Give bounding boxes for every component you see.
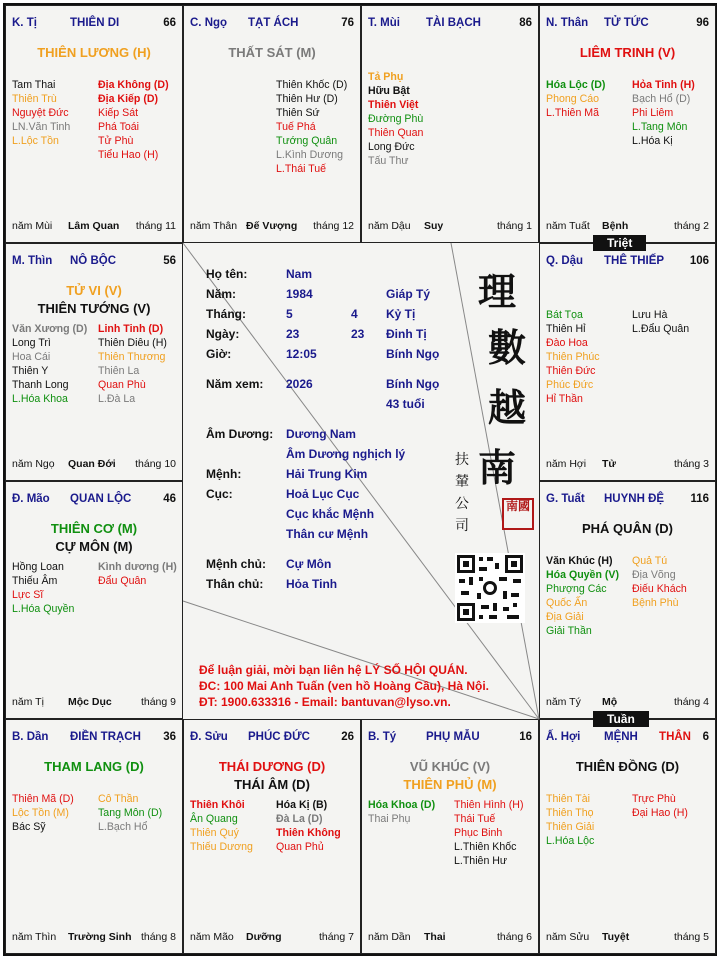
minor-star[interactable]: Thiên Đức	[546, 365, 596, 377]
minor-star[interactable]: L.Thái Tuế	[276, 163, 327, 175]
minor-star[interactable]: Long Đức	[368, 141, 415, 153]
footer-stage: Thai	[424, 931, 446, 943]
footer-year: năm Mùi	[12, 220, 53, 232]
cuc-1: Hoả Lục Cục	[286, 487, 360, 501]
footer-year: năm Dần	[368, 931, 411, 943]
minor-star[interactable]: L.Lộc Tồn	[12, 135, 59, 147]
footer-stage: Dưỡng	[246, 931, 282, 943]
main-star[interactable]: TỬ VI (V)	[66, 283, 122, 298]
minor-star[interactable]: Đường Phù	[368, 113, 424, 125]
footer-stage: Trường Sinh	[68, 931, 132, 943]
minor-star[interactable]: Đẩu Quân	[98, 575, 147, 587]
minor-star[interactable]: Tướng Quân	[276, 135, 338, 147]
palace-number: 76	[341, 17, 354, 29]
palace-number: 106	[689, 255, 709, 267]
palace-name: NÔ BỘC	[70, 255, 116, 267]
palace-name: HUYNH ĐỆ	[604, 493, 665, 505]
calligraphy-char-3: 越	[488, 385, 527, 430]
footer-stage: Đế Vượng	[246, 220, 298, 232]
am-duong-label: Âm Dương:	[206, 427, 274, 441]
minor-star[interactable]: Thiên Diêu (H)	[98, 337, 167, 349]
calligraphy-small-1: 扶	[455, 452, 469, 468]
palace-name: MỆNH	[604, 731, 638, 743]
minor-star[interactable]: Ân Quang	[190, 813, 238, 825]
minor-star[interactable]: Linh Tinh (D)	[98, 323, 164, 335]
minor-star[interactable]: Tả Phụ	[368, 71, 404, 83]
minor-star[interactable]: L.Thiên Hư	[454, 855, 508, 867]
calligraphy-small-2: 輦	[455, 474, 469, 490]
am-duong-1: Dương Nam	[286, 427, 356, 441]
minor-star[interactable]: Phục Binh	[454, 827, 503, 839]
footer-year: năm Tuất	[546, 220, 590, 232]
minor-star[interactable]: Thai Phụ	[368, 813, 411, 825]
minor-star[interactable]: Phá Toái	[98, 121, 140, 133]
minor-star[interactable]: Hoa Cái	[12, 351, 51, 363]
palace-branch: K. Tị	[12, 17, 37, 29]
cuc-2: Cục khắc Mệnh	[286, 507, 375, 521]
minor-star[interactable]: Quan Phù	[98, 379, 146, 391]
footer-year: năm Mão	[190, 931, 234, 943]
minor-star[interactable]: Điếu Khách	[632, 583, 687, 595]
minor-star[interactable]: Địa Giải	[546, 611, 584, 623]
menh-chu-value: Cự Môn	[286, 557, 332, 571]
minor-star[interactable]: Thanh Long	[12, 379, 69, 391]
minor-star[interactable]: Thiên Quan	[368, 127, 424, 139]
minor-star[interactable]: Thiên Tài	[546, 793, 590, 805]
palace-branch: N. Thân	[546, 17, 589, 29]
main-star[interactable]: PHÁ QUÂN (D)	[582, 521, 673, 536]
minor-star[interactable]: Kình dương (H)	[98, 561, 177, 573]
contact-line-2: ĐC: 100 Mai Anh Tuấn (ven hồ Hoàng Cầu), Hà Nội.	[199, 679, 490, 693]
footer-month: tháng 5	[673, 931, 709, 943]
footer-month: tháng 8	[140, 931, 176, 943]
calligraphy-small-3: 公	[455, 496, 469, 512]
palace-number: 16	[519, 731, 532, 743]
palace-number: 86	[519, 17, 532, 29]
gio-value: 12:05	[286, 347, 317, 361]
palace-branch: G. Tuất	[546, 493, 585, 505]
palace-branch: Đ. Mão	[12, 493, 50, 505]
minor-star[interactable]: Đà La (D)	[276, 813, 323, 825]
palace-name: PHỤ MẪU	[426, 731, 480, 743]
minor-star[interactable]: Quả Tú	[632, 555, 668, 567]
palace-name: PHÚC ĐỨC	[248, 731, 310, 743]
minor-star[interactable]: Địa Không (D)	[98, 79, 169, 91]
minor-star[interactable]: Bạch Hổ (D)	[632, 93, 691, 105]
footer-year: năm Hợi	[546, 458, 587, 470]
minor-star[interactable]: Thiếu Âm	[12, 575, 58, 587]
main-star[interactable]: THIÊN CƠ (M)	[50, 521, 138, 536]
palace-branch: Q. Dậu	[546, 255, 584, 267]
minor-star[interactable]: Thiên Sứ	[276, 107, 320, 119]
menh-value: Hải Trung Kim	[286, 467, 368, 481]
minor-star[interactable]: Thiên Mã (D)	[12, 793, 74, 805]
minor-star[interactable]: Hỉ Thần	[546, 393, 583, 405]
minor-star[interactable]: Thiên Y	[12, 365, 49, 377]
palace-branch: C. Ngọ	[190, 17, 228, 29]
footer-month: tháng 2	[673, 220, 709, 232]
footer-year: năm Thân	[190, 220, 238, 232]
palace-number: 26	[341, 731, 354, 743]
minor-star[interactable]: Hóa Khoa (D)	[368, 799, 436, 811]
nam-xem-label: Năm xem:	[206, 377, 264, 391]
minor-star[interactable]: L.Hóa Quyền	[12, 603, 75, 615]
minor-star[interactable]: L.Hóa Kị	[632, 135, 673, 147]
minor-star[interactable]: Thiếu Dương	[190, 841, 253, 853]
palace-branch: Ấ. Hợi	[546, 731, 581, 743]
footer-year: năm Tý	[546, 696, 581, 708]
minor-star[interactable]: Lưu Hà	[632, 309, 668, 321]
minor-star[interactable]: Thiên Thương	[98, 351, 166, 363]
nam-can: Giáp Tý	[386, 287, 431, 301]
minor-star[interactable]: Địa Võng	[632, 569, 676, 581]
minor-star[interactable]: Văn Khúc (H)	[546, 555, 613, 567]
minor-star[interactable]: L.Bạch Hổ	[98, 821, 148, 833]
qr-code[interactable]	[455, 553, 525, 623]
palace-number: 66	[163, 17, 176, 29]
minor-star[interactable]: Trực Phù	[632, 793, 676, 805]
minor-star[interactable]: Thiên Hình (H)	[454, 799, 524, 811]
minor-star[interactable]: Tuế Phá	[276, 121, 316, 133]
minor-star[interactable]: Tam Thai	[12, 79, 56, 91]
palace-name: THÊ THIẾP	[604, 255, 665, 267]
main-star[interactable]: THÁI DƯƠNG (D)	[218, 759, 326, 774]
minor-star[interactable]: L.Thiên Mã	[546, 107, 599, 119]
minor-star[interactable]: Thiên Hư (D)	[276, 93, 338, 105]
contact-line-1: Để luận giải, mời bạn liên hệ LÝ SỐ HỘI QUÁN.	[199, 663, 468, 677]
ngay-label: Ngày:	[206, 327, 240, 341]
footer-month: tháng 1	[496, 220, 532, 232]
main-star[interactable]: LIÊM TRINH (V)	[579, 45, 676, 60]
minor-star[interactable]: Thiên La	[98, 365, 140, 377]
cuc-label: Cục:	[206, 487, 233, 501]
palace-branch: M. Thìn	[12, 255, 53, 267]
nam-xem-value: 2026	[286, 377, 313, 391]
minor-star[interactable]: Hóa Lộc (D)	[546, 79, 606, 91]
minor-star[interactable]: Cô Thần	[98, 793, 139, 805]
ho-ten: Nam	[286, 267, 313, 281]
ho-ten-label: Họ tên:	[206, 267, 248, 281]
minor-star[interactable]: Địa Kiếp (D)	[98, 93, 159, 105]
tuan-badge: Tuần	[593, 711, 649, 727]
tuvi-chart	[3, 3, 717, 956]
than-marker: THÂN	[659, 731, 691, 743]
red-seal: 南國	[502, 498, 534, 530]
footer-stage: Lâm Quan	[68, 220, 120, 232]
minor-star[interactable]: Bát Tọa	[546, 309, 583, 321]
main-star[interactable]: THAM LANG (D)	[44, 759, 144, 774]
palace-name: TẠT ÁCH	[248, 17, 299, 29]
triet-badge: Triệt	[593, 235, 646, 251]
palace-number: 116	[690, 493, 709, 505]
minor-star[interactable]: Thiên Trù	[12, 93, 57, 105]
minor-star[interactable]: Thiên Hỉ	[546, 323, 586, 335]
minor-star[interactable]: Hóa Quyền (V)	[546, 569, 619, 581]
main-star[interactable]: THẤT SÁT (M)	[228, 45, 316, 60]
ngay-can: Đinh Tị	[386, 327, 427, 341]
minor-star[interactable]: Thiên Thọ	[546, 807, 594, 819]
footer-year: năm Dậu	[368, 220, 411, 232]
calligraphy-small-4: 司	[455, 518, 469, 534]
calligraphy-char-1: 理	[478, 269, 517, 314]
gio-can: Bính Ngọ	[386, 347, 440, 361]
ngay-am: 23	[351, 327, 365, 341]
main-star[interactable]: THIÊN LƯƠNG (H)	[37, 45, 151, 60]
footer-stage: Mộ	[602, 696, 618, 708]
minor-star[interactable]: L.Đà La	[98, 393, 136, 405]
minor-star[interactable]: Hỏa Tinh (H)	[632, 79, 695, 91]
than-chu-label: Thân chủ:	[206, 577, 264, 591]
footer-month: tháng 3	[673, 458, 709, 470]
contact-line-3[interactable]: ĐT: 1900.633316 - Email: bantuvan@lyso.vn.	[199, 695, 451, 709]
am-duong-2: Âm Dương nghịch lý	[286, 447, 406, 461]
minor-star[interactable]: Phi Liêm	[632, 107, 674, 119]
minor-star[interactable]: Phượng Các	[546, 583, 607, 595]
nam-label: Năm:	[206, 287, 237, 301]
nam-value: 1984	[286, 287, 313, 301]
minor-star[interactable]: Quốc Ấn	[546, 597, 588, 609]
minor-star[interactable]: Thiên Phúc	[546, 351, 600, 363]
palace-number: 56	[163, 255, 176, 267]
menh-chu-label: Mệnh chủ:	[206, 557, 266, 571]
minor-star[interactable]: Lộc Tồn (M)	[12, 807, 69, 819]
menh-label: Mệnh:	[206, 467, 242, 481]
minor-star[interactable]: Văn Xương (D)	[12, 323, 88, 335]
minor-star[interactable]: Quan Phủ	[276, 841, 324, 853]
footer-month: tháng 4	[673, 696, 709, 708]
minor-star[interactable]: Thiên Quý	[190, 827, 239, 839]
footer-year: năm Ngọ	[12, 458, 55, 470]
minor-star[interactable]: Đại Hao (H)	[632, 807, 688, 819]
footer-month: tháng 7	[318, 931, 354, 943]
minor-star[interactable]: LN.Văn Tinh	[12, 121, 71, 133]
main-star[interactable]: THIÊN TƯỚNG (V)	[37, 301, 151, 316]
footer-year: năm Tị	[12, 696, 44, 708]
minor-star[interactable]: Kiếp Sát	[98, 107, 139, 119]
than-chu-value: Hỏa Tinh	[286, 577, 338, 591]
palace-number: 46	[163, 493, 176, 505]
main-star[interactable]: VŨ KHÚC (V)	[409, 759, 491, 774]
footer-stage: Tuyệt	[602, 931, 630, 943]
palace-branch: B. Dần	[12, 731, 49, 743]
minor-star[interactable]: Tử Phù	[98, 135, 134, 147]
footer-stage: Suy	[424, 220, 444, 232]
footer-month: tháng 12	[313, 220, 354, 232]
main-star[interactable]: THIÊN ĐỒNG (D)	[575, 759, 680, 774]
calligraphy-char-2: 數	[488, 325, 527, 370]
footer-month: tháng 6	[496, 931, 532, 943]
minor-star[interactable]: Tang Môn (D)	[98, 807, 163, 819]
main-star[interactable]: CỰ MÔN (M)	[55, 539, 133, 554]
palace-name: TỬ TỨC	[604, 17, 649, 29]
footer-month: tháng 9	[140, 696, 176, 708]
minor-star[interactable]: Phong Cáo	[546, 93, 600, 105]
footer-stage: Tử	[602, 458, 617, 470]
footer-stage: Bệnh	[602, 220, 629, 232]
palace-name: QUAN LỘC	[70, 493, 132, 505]
thang-can: Kỷ Tị	[386, 307, 416, 321]
minor-star[interactable]: Tiểu Hao (H)	[98, 149, 159, 161]
minor-star[interactable]: L.Hóa Lộc	[546, 835, 595, 847]
palace-number: 6	[702, 731, 709, 743]
palace-name: TÀI BẠCH	[426, 17, 481, 29]
footer-month: tháng 10	[135, 458, 176, 470]
minor-star[interactable]: Long Trì	[12, 337, 51, 349]
footer-year: năm Thìn	[12, 931, 57, 943]
palace-branch: T. Mùi	[368, 17, 400, 29]
minor-star[interactable]: Hữu Bật	[368, 85, 410, 97]
palace-number: 36	[163, 731, 176, 743]
thang-am: 4	[351, 307, 358, 321]
minor-star[interactable]: Thiên Giải	[546, 821, 595, 833]
palace-branch: B. Tý	[368, 731, 397, 743]
minor-star[interactable]: Hóa Kị (B)	[276, 799, 328, 811]
footer-year: năm Sửu	[546, 931, 590, 943]
minor-star[interactable]: L.Kình Dương	[276, 149, 344, 161]
minor-star[interactable]: Phúc Đức	[546, 379, 594, 391]
minor-star[interactable]: Thiên Khốc (D)	[276, 79, 348, 91]
minor-star[interactable]: L.Thiên Khốc	[454, 841, 517, 853]
main-star[interactable]: THIÊN PHỦ (M)	[403, 777, 497, 792]
palace-branch: Đ. Sửu	[190, 731, 228, 743]
minor-star[interactable]: Đào Hoa	[546, 337, 588, 349]
thang-value: 5	[286, 307, 293, 321]
palace-name: ĐIỀN TRẠCH	[70, 731, 141, 743]
thang-label: Tháng:	[206, 307, 246, 321]
minor-star[interactable]: Thiên Việt	[368, 99, 419, 111]
minor-star[interactable]: L.Đẩu Quân	[632, 323, 690, 335]
minor-star[interactable]: Thiên Khôi	[190, 799, 245, 811]
minor-star[interactable]: L.Tang Môn	[632, 121, 688, 133]
minor-star[interactable]: L.Hóa Khoa	[12, 393, 68, 405]
tuoi: 43 tuổi	[386, 397, 425, 411]
main-star[interactable]: THÁI ÂM (D)	[234, 777, 310, 792]
minor-star[interactable]: Giải Thần	[546, 625, 592, 637]
footer-stage: Quan Đới	[68, 458, 116, 470]
footer-month: tháng 11	[135, 220, 176, 232]
minor-star[interactable]: Bệnh Phù	[632, 597, 679, 609]
minor-star[interactable]: Thiên Không	[276, 827, 341, 839]
palace-number: 96	[696, 17, 709, 29]
gio-label: Giờ:	[206, 347, 232, 361]
center-info	[185, 245, 541, 721]
footer-stage: Mộc Dục	[68, 696, 112, 708]
palace-name: THIÊN DI	[70, 17, 120, 29]
ngay-value: 23	[286, 327, 300, 341]
calligraphy-char-4: 南	[478, 445, 517, 490]
nam-xem-can: Bính Ngọ	[386, 377, 440, 391]
minor-star[interactable]: Lực Sĩ	[12, 589, 44, 601]
minor-star[interactable]: Thái Tuế	[454, 813, 496, 825]
minor-star[interactable]: Tấu Thư	[368, 155, 409, 167]
minor-star[interactable]: Bác Sỹ	[12, 821, 46, 833]
minor-star[interactable]: Hồng Loan	[12, 561, 64, 573]
cuc-3: Thân cư Mệnh	[286, 527, 369, 541]
minor-star[interactable]: Nguyệt Đức	[12, 107, 69, 119]
